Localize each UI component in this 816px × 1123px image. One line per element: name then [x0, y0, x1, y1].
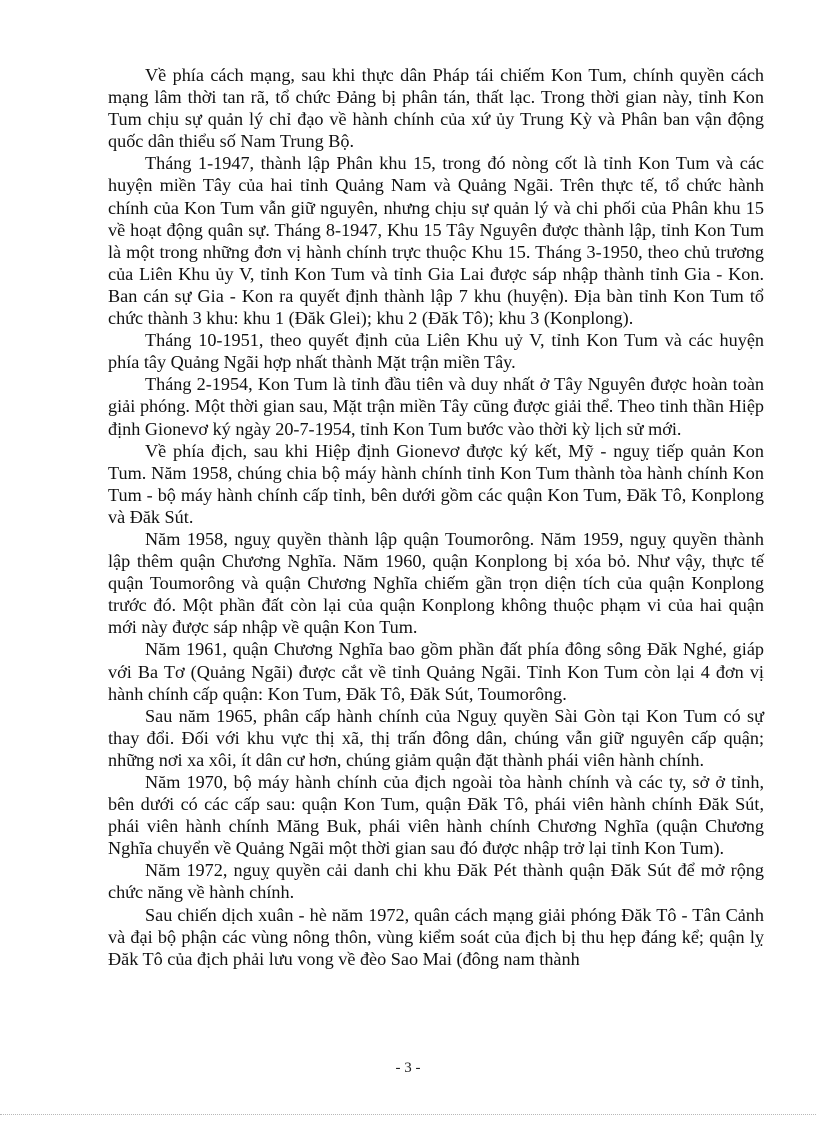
paragraph-9: Năm 1970, bộ máy hành chính của địch ngoài tòa hành chính và các ty, sở ở tỉnh, bên dưới có các cấp sau: quận Kon Tum, quận Đăk Tô, phái viên hành chính Đăk Sút, phái viên hành chính Măng Buk, phái viên hành chính Chương Nghĩa (quận Chương Nghĩa chuyển về Quảng Ngãi một thời gian sau đó được nhập trở lại tỉnh Kon Tum).: [108, 772, 764, 859]
paragraph-10: Năm 1972, nguỵ quyền cải danh chi khu Đăk Pét thành quận Đăk Sút để mở rộng chức năng về hành chính.: [108, 860, 764, 903]
paragraph-7: Năm 1961, quận Chương Nghĩa bao gồm phần đất phía đông sông Đăk Nghé, giáp với Ba Tơ (Quảng Ngãi) được cắt về tỉnh Quảng Ngãi. Tỉnh Kon Tum còn lại 4 đơn vị hành chính cấp quận: Kon Tum, Đăk Tô, Đăk Sút, Toumorông.: [108, 639, 764, 704]
paragraph-6: Năm 1958, nguỵ quyền thành lập quận Toumorông. Năm 1959, nguỵ quyền thành lập thêm quận Chương Nghĩa. Năm 1960, quận Konplong bị xóa bỏ. Như vậy, thực tế quận Toumorông và quận Chương Nghĩa chiếm gần trọn diện tích của quận Konplong trước đó. Một phần đất còn lại của quận Konplong không thuộc phạm vi của hai quận mới này được sáp nhập về quận Kon Tum.: [108, 528, 764, 638]
page-number: - 3 -: [395, 1060, 421, 1076]
paragraph-3: Tháng 10-1951, theo quyết định của Liên Khu uỷ V, tỉnh Kon Tum và các huyện phía tây Quảng Ngãi hợp nhất thành Mặt trận miền Tây.: [108, 330, 764, 373]
paragraph-11: Sau chiến dịch xuân - hè năm 1972, quân cách mạng giải phóng Đăk Tô - Tân Cảnh và đại bộ phận các vùng nông thôn, vùng kiểm soát của địch bị thu hẹp đáng kể; quận lỵ Đăk Tô của địch phải lưu vong về đèo Sao Mai (đông nam thành: [108, 904, 764, 969]
paragraph-8: Sau năm 1965, phân cấp hành chính của Nguỵ quyền Sài Gòn tại Kon Tum có sự thay đổi. Đối với khu vực thị xã, thị trấn đông dân, chúng vẫn giữ nguyên cấp quận; những nơi xa xôi, ít dân cư hơn, chúng giảm quận đặt thành phái viên hành chính.: [108, 705, 764, 770]
paragraph-5: Về phía địch, sau khi Hiệp định Gionevơ được ký kết, Mỹ - nguỵ tiếp quản Kon Tum. Năm 1958, chúng chia bộ máy hành chính tỉnh Kon Tum thành tòa hành chính Kon Tum - bộ máy hành chính cấp tỉnh, bên dưới gồm các quận Kon Tum, Đăk Tô, Konplong và Đăk Sút.: [108, 440, 764, 527]
paragraph-4: Tháng 2-1954, Kon Tum là tỉnh đầu tiên và duy nhất ở Tây Nguyên được hoàn toàn giải phóng. Một thời gian sau, Mặt trận miền Tây cũng được giải thể. Theo tinh thần Hiệp định Gionevơ ký ngày 20-7-1954, tỉnh Kon Tum bước vào thời kỳ lịch sử mới.: [108, 374, 764, 439]
body-text: [108, 64, 764, 970]
page-bottom-divider: [0, 1114, 816, 1115]
paragraph-1: Về phía cách mạng, sau khi thực dân Pháp tái chiếm Kon Tum, chính quyền cách mạng lâm thời tan rã, tổ chức Đảng bị phân tán, thất lạc. Trong thời gian này, tỉnh Kon Tum chịu sự quản lý chỉ đạo về hành chính của xứ ủy Trung Kỳ và Phân ban vận động quốc dân thiểu số Nam Trung Bộ.: [108, 65, 764, 152]
paragraph-2: Tháng 1-1947, thành lập Phân khu 15, trong đó nòng cốt là tỉnh Kon Tum và các huyện miền Tây của hai tỉnh Quảng Nam và Quảng Ngãi. Trên thực tế, tổ chức hành chính của Kon Tum vẫn giữ nguyên, nhưng chịu sự quản lý và chi phối của Phân khu 15 về hoạt động quân sự. Tháng 8-1947, Khu 15 Tây Nguyên được thành lập, tỉnh Kon Tum là một trong những đơn vị hành chính trực thuộc Khu 15. Tháng 3-1950, theo chủ trương của Liên Khu ủy V, tỉnh Kon Tum và tỉnh Gia Lai được sáp nhập thành tỉnh Gia - Kon. Ban cán sự Gia - Kon ra quyết định thành lập 7 khu (huyện). Địa bàn tỉnh Kon Tum tổ chức thành 3 khu: khu 1 (Đăk Glei); khu 2 (Đăk Tô); khu 3 (Konplong).: [108, 153, 764, 329]
